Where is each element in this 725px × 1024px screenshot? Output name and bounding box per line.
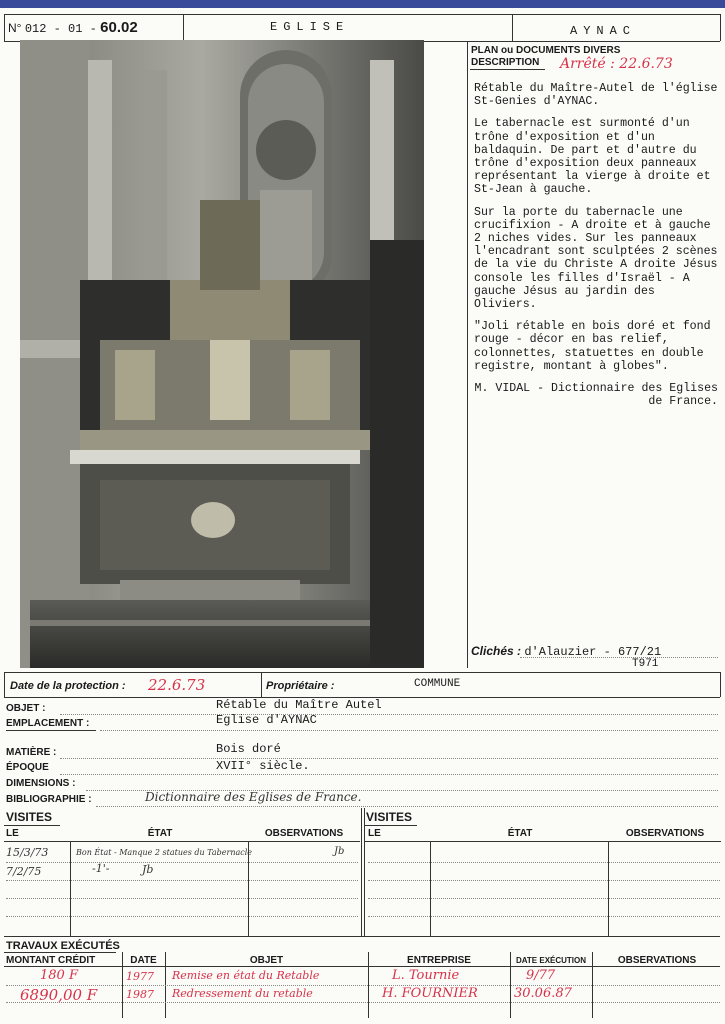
cliches-extra: T971 xyxy=(632,658,659,670)
visite-2-etat: -1'- xyxy=(92,862,110,875)
altarpiece-photo-drawing xyxy=(20,40,424,668)
arrete-handwritten: Arrêté : 22.6.73 xyxy=(560,56,673,72)
visite-2-date: 7/2/75 xyxy=(6,865,42,878)
number-prefix: 012 - 01 - xyxy=(24,22,97,36)
matiere-value: Bois doré xyxy=(216,742,281,756)
plan-label: PLAN ou DOCUMENTS DIVERS xyxy=(471,45,621,56)
objet-label: OBJET : xyxy=(6,703,46,714)
epoque-value: XVII° siècle. xyxy=(216,759,310,773)
description-paragraph-1: Le tabernacle est surmonté d'un trône d'exposition et d'un baldaquin. De part et d'autre du trône d'exposition deux panneaux représentant la vierge à droite et St-Jean à gauche. xyxy=(474,117,711,197)
altarpiece-photo xyxy=(20,40,424,668)
travaux-col-date: DATE xyxy=(130,955,157,966)
visites-col-obs-right: OBSERVATIONS xyxy=(625,828,705,839)
epoque-label: ÉPOQUE xyxy=(6,762,49,773)
travaux-2-date-execution: 30.06.87 xyxy=(514,986,572,1001)
travaux-col-entreprise: ENTREPRISE xyxy=(407,955,471,966)
travaux-2-objet: Redressement du retable xyxy=(172,987,313,1000)
visites-col-etat-left: ÉTAT xyxy=(147,828,173,839)
owner-value: COMMUNE xyxy=(414,678,461,690)
bibliographie-handwritten: Dictionnaire des Eglises de France. xyxy=(145,790,362,804)
protection-date-label: Date de la protection : xyxy=(10,680,126,692)
visite-2-obs: Jb xyxy=(142,863,154,876)
description-title: Rétable du Maître-Autel de l'église St-Genies d'AYNAC. xyxy=(474,82,718,109)
travaux-col-objet: OBJET xyxy=(249,955,284,966)
bibliographie-label: BIBLIOGRAPHIE : xyxy=(6,794,92,805)
visites-title-left: VISITES xyxy=(6,810,53,824)
description-quote: "Joli rétable en bois doré et fond rouge - décor en bas relief, colonnettes, statuettes en double registre, montant à globes". xyxy=(474,320,711,373)
travaux-2-entreprise: H. FOURNIER xyxy=(382,986,478,1001)
description-paragraph-2: Sur la porte du tabernacle une crucifixion - A droite et à gauche 2 niches vides. Sur les panneaux l'encadrant sont sculptées 2 scènes de la vie du Christe A droite Jésus console les filles d'Israël - A gauche Jésus au jardin des Oliviers. xyxy=(474,205,718,312)
description-source: M. VIDAL - Dictionnaire des Eglises de France. xyxy=(474,382,718,409)
travaux-1-date: 1977 xyxy=(126,970,154,983)
travaux-col-date-execution: DATE EXÉCUTION xyxy=(515,956,587,965)
description-label: DESCRIPTION xyxy=(471,57,540,68)
cliches-label: Clichés : xyxy=(471,644,522,658)
dimensions-label: DIMENSIONS : xyxy=(6,778,76,789)
matiere-label: MATIÈRE : xyxy=(6,747,57,758)
travaux-title: TRAVAUX EXÉCUTÉS xyxy=(6,940,120,952)
visite-1-etat: Bon État - Manque 2 statues du Tabernacle xyxy=(76,848,253,857)
travaux-col-montant: MONTANT CRÉDIT xyxy=(6,955,96,966)
emplacement-label: EMPLACEMENT : xyxy=(6,718,90,729)
visites-title-right: VISITES xyxy=(366,810,413,824)
category-label: EGLISE xyxy=(270,20,350,34)
visite-1-obs: Jb xyxy=(334,846,345,857)
travaux-1-montant: 180 F xyxy=(40,968,78,983)
commune-label: AYNAC xyxy=(570,24,637,38)
travaux-1-date-execution: 9/77 xyxy=(526,968,556,983)
emplacement-value: Eglise d'AYNAC xyxy=(216,713,317,727)
visites-col-le-left: LE xyxy=(6,828,19,839)
number-handwritten: 60.02 xyxy=(100,19,138,36)
visites-col-le-right: LE xyxy=(368,828,381,839)
owner-label: Propriétaire : xyxy=(266,680,335,692)
travaux-col-observations: OBSERVATIONS xyxy=(617,955,697,966)
travaux-2-date: 1987 xyxy=(126,988,154,1001)
visite-1-date: 15/3/73 xyxy=(6,846,49,859)
travaux-2-montant: 6890,00 F xyxy=(20,986,98,1004)
top-color-bar xyxy=(0,0,725,8)
objet-value: Rétable du Maître Autel xyxy=(216,698,382,712)
visites-col-etat-right: ÉTAT xyxy=(507,828,533,839)
cliches-value: d'Alauzier - 677/21 xyxy=(524,645,662,659)
travaux-1-entreprise: L. Tournie xyxy=(392,968,460,983)
protection-date-handwritten: 22.6.73 xyxy=(148,676,206,694)
number-label: N° xyxy=(8,21,22,35)
visites-col-obs-left: OBSERVATIONS xyxy=(264,828,344,839)
description-text xyxy=(474,82,722,417)
travaux-1-objet: Remise en état du Retable xyxy=(172,969,320,982)
record-number xyxy=(8,19,138,36)
